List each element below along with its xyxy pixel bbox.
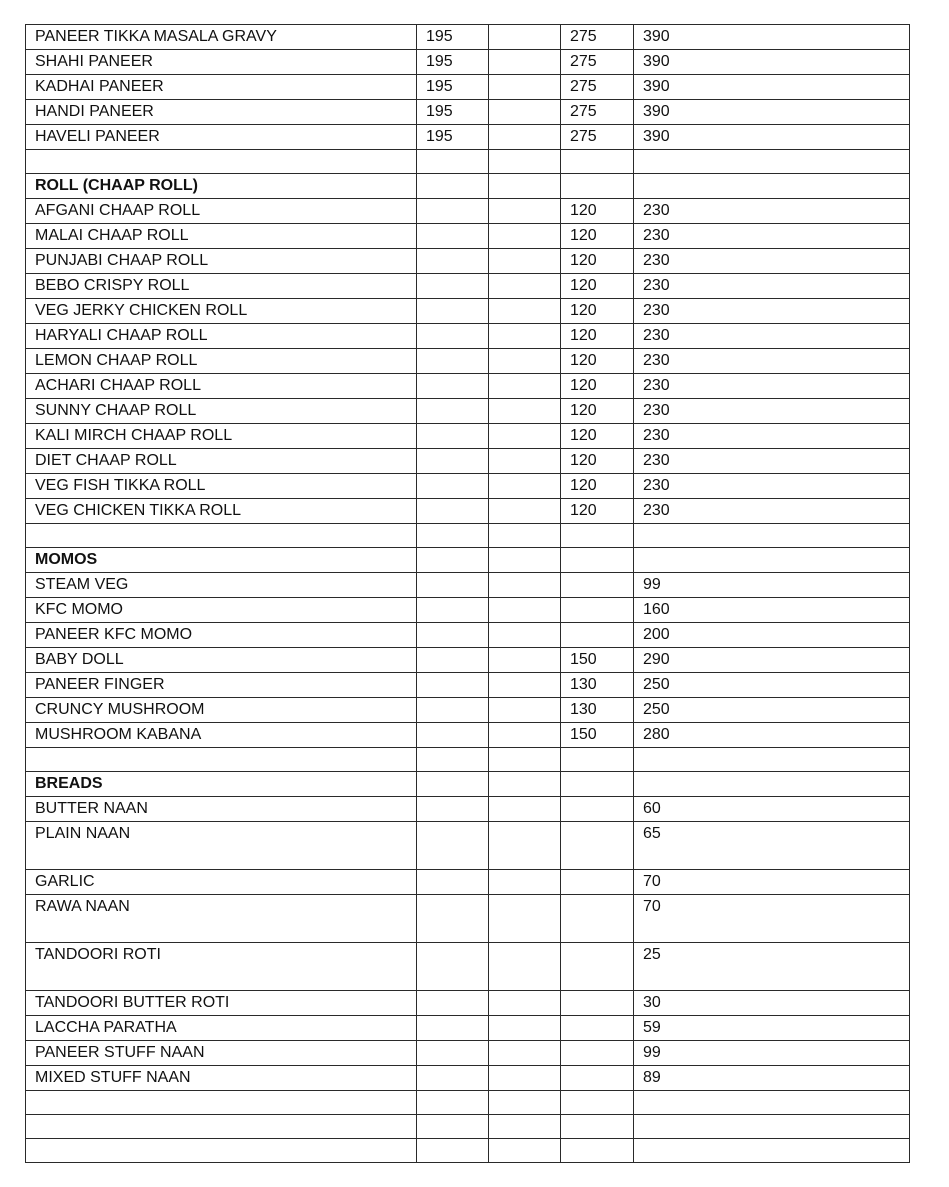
menu-item-row bbox=[26, 424, 910, 449]
price-col-2-cell bbox=[489, 1115, 561, 1139]
menu-item-row bbox=[26, 199, 910, 224]
section-title: ROLL (CHAAP ROLL) bbox=[26, 174, 417, 199]
price-col-4-cell: 70 bbox=[634, 895, 910, 943]
price-col-1-cell bbox=[417, 1066, 489, 1091]
price-col-4-cell: 280 bbox=[634, 723, 910, 748]
item-name-cell bbox=[26, 1115, 417, 1139]
price-col-4-cell bbox=[634, 174, 910, 199]
price-col-4-cell: 390 bbox=[634, 100, 910, 125]
price-col-3-cell bbox=[561, 1066, 634, 1091]
item-name-cell bbox=[26, 524, 417, 548]
price-col-1-cell bbox=[417, 822, 489, 870]
item-name-cell: HANDI PANEER bbox=[26, 100, 417, 125]
price-col-4-cell: 250 bbox=[634, 698, 910, 723]
price-col-3-cell bbox=[561, 150, 634, 174]
price-col-2-cell bbox=[489, 374, 561, 399]
price-col-2-cell bbox=[489, 573, 561, 598]
price-col-2-cell bbox=[489, 150, 561, 174]
price-col-1-cell bbox=[417, 499, 489, 524]
item-name-cell: MUSHROOM KABANA bbox=[26, 723, 417, 748]
menu-item-row bbox=[26, 25, 910, 50]
price-col-3-cell bbox=[561, 174, 634, 199]
price-col-4-cell: 30 bbox=[634, 991, 910, 1016]
price-col-4-cell: 230 bbox=[634, 474, 910, 499]
menu-item-row bbox=[26, 249, 910, 274]
price-col-4-cell: 390 bbox=[634, 50, 910, 75]
price-col-4-cell: 230 bbox=[634, 299, 910, 324]
menu-item-row bbox=[26, 623, 910, 648]
menu-item-row bbox=[26, 499, 910, 524]
menu-item-row bbox=[26, 870, 910, 895]
item-name-cell bbox=[26, 1091, 417, 1115]
menu-item-row bbox=[26, 991, 910, 1016]
price-col-2-cell bbox=[489, 274, 561, 299]
item-name-cell: PLAIN NAAN bbox=[26, 822, 417, 870]
price-col-3-cell bbox=[561, 1139, 634, 1163]
price-col-4-cell: 60 bbox=[634, 797, 910, 822]
price-col-2-cell bbox=[489, 324, 561, 349]
menu-item-row bbox=[26, 573, 910, 598]
price-col-1-cell bbox=[417, 299, 489, 324]
price-col-4-cell: 70 bbox=[634, 870, 910, 895]
price-col-3-cell: 120 bbox=[561, 374, 634, 399]
price-col-4-cell: 390 bbox=[634, 25, 910, 50]
item-name-cell: BABY DOLL bbox=[26, 648, 417, 673]
price-col-4-cell: 250 bbox=[634, 673, 910, 698]
price-col-1-cell bbox=[417, 573, 489, 598]
price-col-1-cell bbox=[417, 399, 489, 424]
item-name-cell: ACHARI CHAAP ROLL bbox=[26, 374, 417, 399]
price-col-1-cell bbox=[417, 991, 489, 1016]
price-col-3-cell: 120 bbox=[561, 499, 634, 524]
price-col-3-cell bbox=[561, 1115, 634, 1139]
price-col-3-cell: 120 bbox=[561, 449, 634, 474]
menu-item-row bbox=[26, 399, 910, 424]
item-name-cell: MALAI CHAAP ROLL bbox=[26, 224, 417, 249]
price-col-3-cell: 120 bbox=[561, 249, 634, 274]
price-col-1-cell bbox=[417, 150, 489, 174]
item-name-cell: PANEER TIKKA MASALA GRAVY bbox=[26, 25, 417, 50]
price-col-3-cell: 120 bbox=[561, 324, 634, 349]
price-col-4-cell: 25 bbox=[634, 943, 910, 991]
price-col-1-cell bbox=[417, 1091, 489, 1115]
menu-item-row bbox=[26, 299, 910, 324]
price-col-3-cell: 120 bbox=[561, 299, 634, 324]
item-name-cell: GARLIC bbox=[26, 870, 417, 895]
price-col-3-cell: 150 bbox=[561, 723, 634, 748]
price-col-3-cell: 275 bbox=[561, 75, 634, 100]
price-col-1-cell bbox=[417, 449, 489, 474]
price-col-1-cell bbox=[417, 797, 489, 822]
item-name-cell: HARYALI CHAAP ROLL bbox=[26, 324, 417, 349]
price-col-4-cell bbox=[634, 1139, 910, 1163]
price-col-2-cell bbox=[489, 598, 561, 623]
price-col-3-cell: 130 bbox=[561, 698, 634, 723]
price-col-3-cell: 120 bbox=[561, 399, 634, 424]
menu-item-row bbox=[26, 943, 910, 991]
price-col-3-cell: 120 bbox=[561, 424, 634, 449]
menu-item-row bbox=[26, 1016, 910, 1041]
item-name-cell bbox=[26, 150, 417, 174]
price-col-3-cell bbox=[561, 797, 634, 822]
price-col-2-cell bbox=[489, 991, 561, 1016]
blank-row bbox=[26, 1115, 910, 1139]
price-col-4-cell: 290 bbox=[634, 648, 910, 673]
price-col-2-cell bbox=[489, 499, 561, 524]
price-col-2-cell bbox=[489, 199, 561, 224]
blank-row bbox=[26, 1139, 910, 1163]
price-col-4-cell bbox=[634, 1091, 910, 1115]
item-name-cell: SUNNY CHAAP ROLL bbox=[26, 399, 417, 424]
item-name-cell: BUTTER NAAN bbox=[26, 797, 417, 822]
price-col-4-cell: 230 bbox=[634, 224, 910, 249]
price-col-3-cell bbox=[561, 748, 634, 772]
price-col-2-cell bbox=[489, 748, 561, 772]
price-col-1-cell bbox=[417, 1139, 489, 1163]
price-col-4-cell: 390 bbox=[634, 125, 910, 150]
price-col-1-cell bbox=[417, 723, 489, 748]
menu-item-row bbox=[26, 374, 910, 399]
item-name-cell: HAVELI PANEER bbox=[26, 125, 417, 150]
price-col-3-cell bbox=[561, 822, 634, 870]
item-name-cell: PANEER KFC MOMO bbox=[26, 623, 417, 648]
item-name-cell: VEG JERKY CHICKEN ROLL bbox=[26, 299, 417, 324]
item-name-cell bbox=[26, 748, 417, 772]
menu-item-row bbox=[26, 895, 910, 943]
price-col-2-cell bbox=[489, 623, 561, 648]
item-name-cell: CRUNCY MUSHROOM bbox=[26, 698, 417, 723]
menu-item-row bbox=[26, 1041, 910, 1066]
price-col-2-cell bbox=[489, 698, 561, 723]
section-header-row bbox=[26, 772, 910, 797]
price-col-2-cell bbox=[489, 249, 561, 274]
price-col-1-cell bbox=[417, 524, 489, 548]
menu-table-body bbox=[26, 25, 910, 1163]
price-col-3-cell bbox=[561, 623, 634, 648]
price-col-4-cell: 99 bbox=[634, 1041, 910, 1066]
menu-item-row bbox=[26, 349, 910, 374]
blank-row bbox=[26, 524, 910, 548]
price-col-1-cell bbox=[417, 274, 489, 299]
item-name-cell: PANEER STUFF NAAN bbox=[26, 1041, 417, 1066]
item-name-cell: STEAM VEG bbox=[26, 573, 417, 598]
price-col-1-cell: 195 bbox=[417, 125, 489, 150]
price-col-1-cell bbox=[417, 673, 489, 698]
menu-item-row bbox=[26, 75, 910, 100]
price-col-3-cell: 120 bbox=[561, 199, 634, 224]
price-col-4-cell: 390 bbox=[634, 75, 910, 100]
price-col-1-cell bbox=[417, 748, 489, 772]
price-col-1-cell bbox=[417, 548, 489, 573]
price-col-2-cell bbox=[489, 723, 561, 748]
price-col-4-cell: 65 bbox=[634, 822, 910, 870]
price-col-4-cell: 230 bbox=[634, 424, 910, 449]
price-col-4-cell: 230 bbox=[634, 499, 910, 524]
price-col-1-cell bbox=[417, 623, 489, 648]
price-col-4-cell bbox=[634, 1115, 910, 1139]
menu-item-row bbox=[26, 598, 910, 623]
item-name-cell: BEBO CRISPY ROLL bbox=[26, 274, 417, 299]
blank-row bbox=[26, 150, 910, 174]
price-col-4-cell: 230 bbox=[634, 324, 910, 349]
price-col-3-cell: 120 bbox=[561, 274, 634, 299]
price-col-3-cell bbox=[561, 895, 634, 943]
price-col-2-cell bbox=[489, 75, 561, 100]
price-col-2-cell bbox=[489, 474, 561, 499]
price-col-1-cell bbox=[417, 895, 489, 943]
menu-item-row bbox=[26, 324, 910, 349]
blank-row bbox=[26, 748, 910, 772]
price-col-3-cell bbox=[561, 573, 634, 598]
price-col-1-cell bbox=[417, 1115, 489, 1139]
price-col-3-cell bbox=[561, 1041, 634, 1066]
price-col-3-cell bbox=[561, 1091, 634, 1115]
item-name-cell: VEG FISH TIKKA ROLL bbox=[26, 474, 417, 499]
price-col-1-cell bbox=[417, 174, 489, 199]
price-col-1-cell bbox=[417, 349, 489, 374]
price-col-4-cell: 59 bbox=[634, 1016, 910, 1041]
item-name-cell: KADHAI PANEER bbox=[26, 75, 417, 100]
price-col-3-cell bbox=[561, 943, 634, 991]
price-col-3-cell: 130 bbox=[561, 673, 634, 698]
item-name-cell: TANDOORI BUTTER ROTI bbox=[26, 991, 417, 1016]
price-col-3-cell: 120 bbox=[561, 349, 634, 374]
menu-item-row bbox=[26, 673, 910, 698]
item-name-cell: RAWA NAAN bbox=[26, 895, 417, 943]
price-col-3-cell: 275 bbox=[561, 25, 634, 50]
price-col-1-cell bbox=[417, 648, 489, 673]
price-col-3-cell bbox=[561, 772, 634, 797]
price-col-2-cell bbox=[489, 1091, 561, 1115]
price-col-3-cell: 150 bbox=[561, 648, 634, 673]
menu-item-row bbox=[26, 50, 910, 75]
price-col-1-cell bbox=[417, 474, 489, 499]
price-col-2-cell bbox=[489, 399, 561, 424]
section-title: MOMOS bbox=[26, 548, 417, 573]
price-col-4-cell: 230 bbox=[634, 274, 910, 299]
menu-price-table bbox=[25, 24, 910, 1163]
section-header-row bbox=[26, 548, 910, 573]
price-col-4-cell bbox=[634, 150, 910, 174]
item-name-cell: AFGANI CHAAP ROLL bbox=[26, 199, 417, 224]
price-col-3-cell bbox=[561, 1016, 634, 1041]
menu-item-row bbox=[26, 797, 910, 822]
item-name-cell: VEG CHICKEN TIKKA ROLL bbox=[26, 499, 417, 524]
price-col-1-cell bbox=[417, 199, 489, 224]
price-col-2-cell bbox=[489, 524, 561, 548]
price-col-1-cell: 195 bbox=[417, 25, 489, 50]
price-col-3-cell: 275 bbox=[561, 50, 634, 75]
price-col-2-cell bbox=[489, 1041, 561, 1066]
price-col-2-cell bbox=[489, 125, 561, 150]
price-col-1-cell bbox=[417, 772, 489, 797]
menu-item-row bbox=[26, 648, 910, 673]
price-col-2-cell bbox=[489, 548, 561, 573]
price-col-2-cell bbox=[489, 895, 561, 943]
item-name-cell: LACCHA PARATHA bbox=[26, 1016, 417, 1041]
item-name-cell bbox=[26, 1139, 417, 1163]
menu-item-row bbox=[26, 125, 910, 150]
price-col-3-cell bbox=[561, 598, 634, 623]
price-col-4-cell: 89 bbox=[634, 1066, 910, 1091]
price-col-2-cell bbox=[489, 1066, 561, 1091]
price-col-3-cell bbox=[561, 870, 634, 895]
price-col-4-cell bbox=[634, 524, 910, 548]
price-col-4-cell: 200 bbox=[634, 623, 910, 648]
price-col-2-cell bbox=[489, 648, 561, 673]
price-col-1-cell bbox=[417, 1016, 489, 1041]
menu-item-row bbox=[26, 822, 910, 870]
price-col-2-cell bbox=[489, 673, 561, 698]
price-col-2-cell bbox=[489, 1139, 561, 1163]
price-col-3-cell bbox=[561, 991, 634, 1016]
price-col-2-cell bbox=[489, 100, 561, 125]
price-col-1-cell bbox=[417, 598, 489, 623]
price-col-4-cell: 230 bbox=[634, 374, 910, 399]
section-title: BREADS bbox=[26, 772, 417, 797]
price-col-4-cell: 230 bbox=[634, 399, 910, 424]
price-col-2-cell bbox=[489, 174, 561, 199]
menu-item-row bbox=[26, 698, 910, 723]
price-col-2-cell bbox=[489, 50, 561, 75]
item-name-cell: SHAHI PANEER bbox=[26, 50, 417, 75]
price-col-3-cell: 120 bbox=[561, 224, 634, 249]
item-name-cell: TANDOORI ROTI bbox=[26, 943, 417, 991]
price-col-4-cell bbox=[634, 748, 910, 772]
price-col-2-cell bbox=[489, 25, 561, 50]
price-col-1-cell: 195 bbox=[417, 75, 489, 100]
price-col-1-cell bbox=[417, 224, 489, 249]
menu-item-row bbox=[26, 723, 910, 748]
price-col-4-cell bbox=[634, 548, 910, 573]
price-col-3-cell: 120 bbox=[561, 474, 634, 499]
price-col-4-cell: 230 bbox=[634, 449, 910, 474]
item-name-cell: PUNJABI CHAAP ROLL bbox=[26, 249, 417, 274]
price-col-3-cell bbox=[561, 524, 634, 548]
price-col-4-cell: 230 bbox=[634, 199, 910, 224]
price-col-1-cell bbox=[417, 249, 489, 274]
price-col-1-cell: 195 bbox=[417, 100, 489, 125]
price-col-4-cell: 230 bbox=[634, 349, 910, 374]
price-col-3-cell bbox=[561, 548, 634, 573]
item-name-cell: KFC MOMO bbox=[26, 598, 417, 623]
price-col-4-cell bbox=[634, 772, 910, 797]
price-col-1-cell bbox=[417, 424, 489, 449]
price-col-3-cell: 275 bbox=[561, 125, 634, 150]
menu-item-row bbox=[26, 224, 910, 249]
price-col-2-cell bbox=[489, 870, 561, 895]
menu-item-row bbox=[26, 274, 910, 299]
blank-row bbox=[26, 1091, 910, 1115]
item-name-cell: MIXED STUFF NAAN bbox=[26, 1066, 417, 1091]
price-col-4-cell: 230 bbox=[634, 249, 910, 274]
price-col-3-cell: 275 bbox=[561, 100, 634, 125]
menu-item-row bbox=[26, 1066, 910, 1091]
price-col-1-cell bbox=[417, 943, 489, 991]
price-col-2-cell bbox=[489, 449, 561, 474]
price-col-1-cell bbox=[417, 374, 489, 399]
menu-item-row bbox=[26, 449, 910, 474]
section-header-row bbox=[26, 174, 910, 199]
price-col-2-cell bbox=[489, 299, 561, 324]
price-col-1-cell bbox=[417, 870, 489, 895]
price-col-4-cell: 160 bbox=[634, 598, 910, 623]
price-col-1-cell bbox=[417, 324, 489, 349]
price-col-1-cell bbox=[417, 698, 489, 723]
item-name-cell: PANEER FINGER bbox=[26, 673, 417, 698]
item-name-cell: LEMON CHAAP ROLL bbox=[26, 349, 417, 374]
menu-item-row bbox=[26, 474, 910, 499]
price-col-2-cell bbox=[489, 1016, 561, 1041]
price-col-2-cell bbox=[489, 772, 561, 797]
price-col-1-cell: 195 bbox=[417, 50, 489, 75]
price-col-2-cell bbox=[489, 943, 561, 991]
price-col-2-cell bbox=[489, 349, 561, 374]
price-col-2-cell bbox=[489, 224, 561, 249]
price-col-2-cell bbox=[489, 797, 561, 822]
price-col-4-cell: 99 bbox=[634, 573, 910, 598]
price-col-1-cell bbox=[417, 1041, 489, 1066]
price-col-2-cell bbox=[489, 424, 561, 449]
price-col-2-cell bbox=[489, 822, 561, 870]
menu-item-row bbox=[26, 100, 910, 125]
item-name-cell: KALI MIRCH CHAAP ROLL bbox=[26, 424, 417, 449]
item-name-cell: DIET CHAAP ROLL bbox=[26, 449, 417, 474]
